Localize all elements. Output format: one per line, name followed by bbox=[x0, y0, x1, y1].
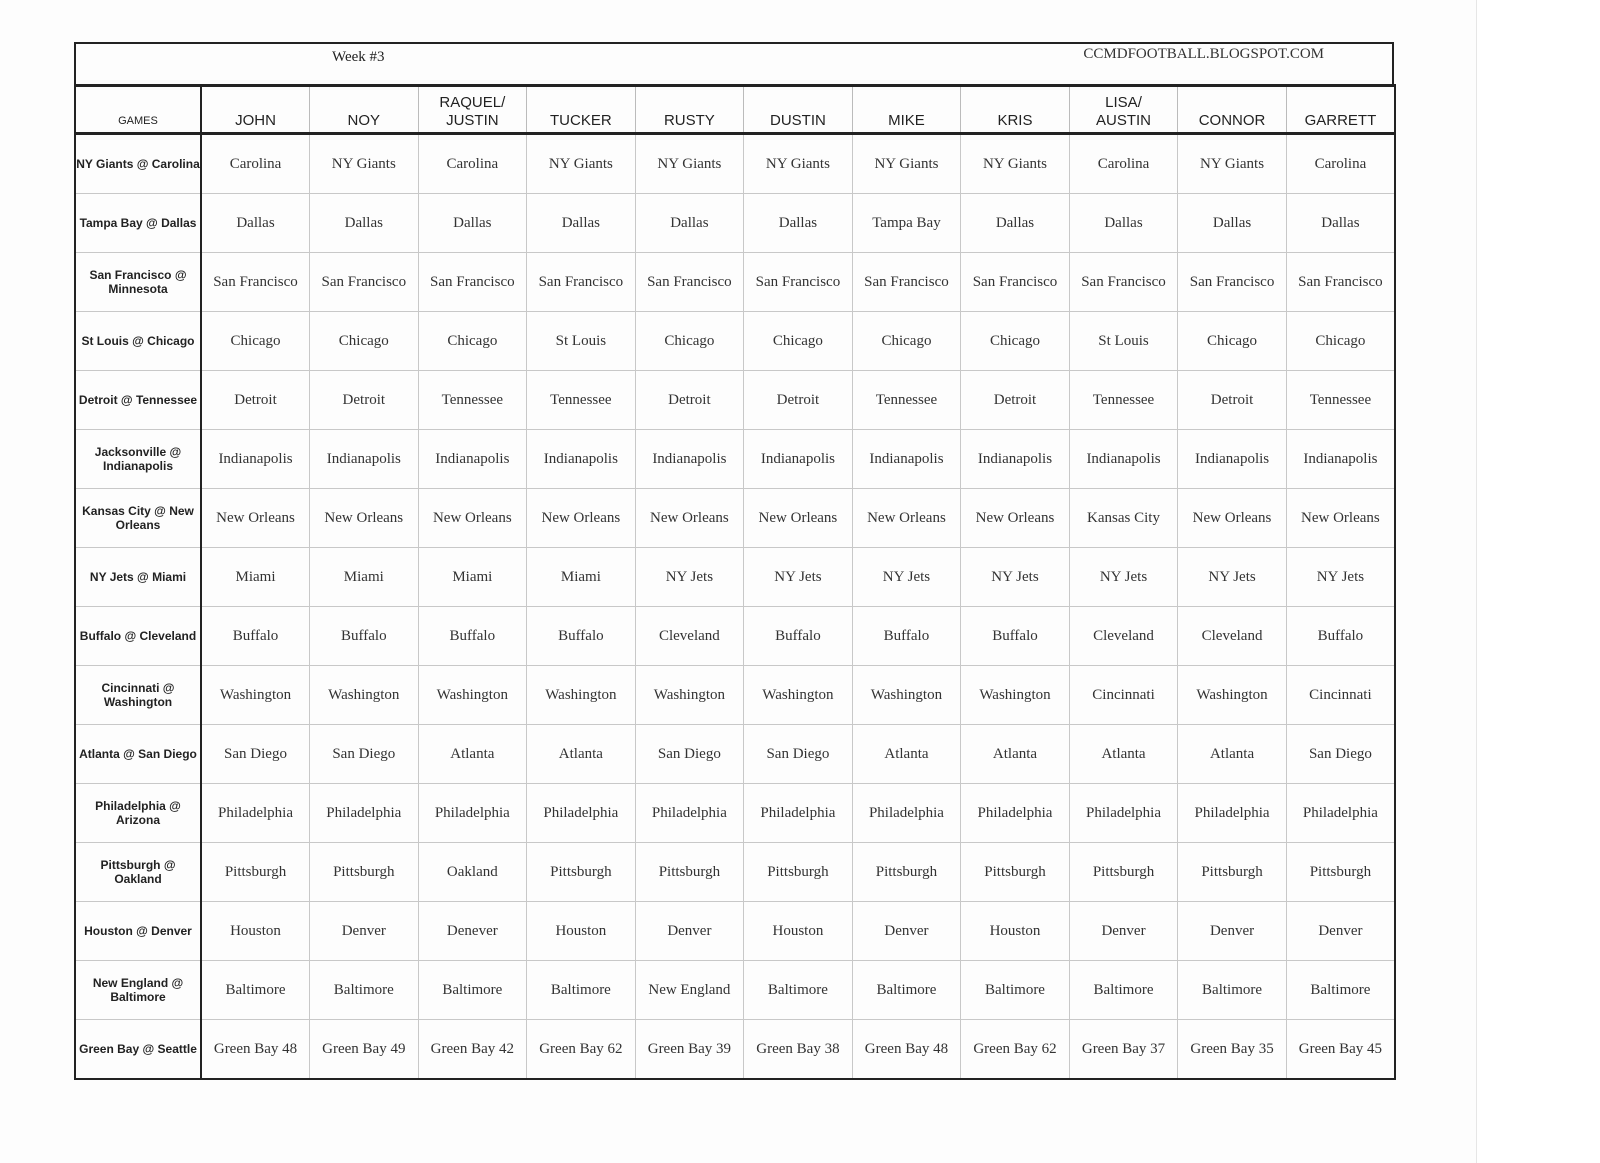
pick-cell: Philadelphia bbox=[201, 784, 310, 843]
pick-cell: Chicago bbox=[744, 312, 853, 371]
player-header: KRIS bbox=[961, 86, 1070, 134]
pick-cell: Dallas bbox=[744, 194, 853, 253]
pick-cell: Pittsburgh bbox=[201, 843, 310, 902]
pick-cell: New England bbox=[635, 961, 744, 1020]
pick-cell: Atlanta bbox=[852, 725, 961, 784]
pick-cell: Dallas bbox=[527, 194, 636, 253]
pick-cell: San Francisco bbox=[961, 253, 1070, 312]
pick-cell: Indianapolis bbox=[961, 430, 1070, 489]
pick-cell: Houston bbox=[744, 902, 853, 961]
table-row bbox=[75, 371, 1395, 430]
player-header: GARRETT bbox=[1286, 86, 1395, 134]
pick-cell: Buffalo bbox=[1286, 607, 1395, 666]
pick-cell: Denver bbox=[1178, 902, 1287, 961]
table-row bbox=[75, 666, 1395, 725]
pick-cell: NY Jets bbox=[1286, 548, 1395, 607]
pick-cell: Green Bay 35 bbox=[1178, 1020, 1287, 1080]
game-label: Green Bay @ Seattle bbox=[75, 1020, 201, 1080]
table-row bbox=[75, 607, 1395, 666]
pick-cell: Cleveland bbox=[1178, 607, 1287, 666]
pick-cell: NY Jets bbox=[744, 548, 853, 607]
table-row bbox=[75, 725, 1395, 784]
pick-cell: San Francisco bbox=[201, 253, 310, 312]
pick-cell: Cleveland bbox=[635, 607, 744, 666]
pick-cell: NY Jets bbox=[1178, 548, 1287, 607]
pick-cell: Chicago bbox=[635, 312, 744, 371]
pick-cell: New Orleans bbox=[744, 489, 853, 548]
pick-cell: Detroit bbox=[310, 371, 419, 430]
pick-cell: NY Giants bbox=[635, 134, 744, 194]
pick-cell: San Francisco bbox=[527, 253, 636, 312]
pick-cell: San Francisco bbox=[1286, 253, 1395, 312]
pick-cell: Chicago bbox=[961, 312, 1070, 371]
pick-cell: Green Bay 42 bbox=[418, 1020, 527, 1080]
pick-cell: Washington bbox=[201, 666, 310, 725]
pick-cell: Carolina bbox=[1286, 134, 1395, 194]
pick-cell: Buffalo bbox=[961, 607, 1070, 666]
pick-cell: Pittsburgh bbox=[1178, 843, 1287, 902]
pick-cell: Houston bbox=[527, 902, 636, 961]
pick-cell: Buffalo bbox=[852, 607, 961, 666]
pick-cell: New Orleans bbox=[418, 489, 527, 548]
pick-cell: Green Bay 45 bbox=[1286, 1020, 1395, 1080]
player-header: TUCKER bbox=[527, 86, 636, 134]
pick-cell: Baltimore bbox=[418, 961, 527, 1020]
player-header: LISA/ AUSTIN bbox=[1069, 86, 1178, 134]
pick-cell: San Diego bbox=[635, 725, 744, 784]
pick-cell: Tennessee bbox=[527, 371, 636, 430]
pick-cell: Denver bbox=[635, 902, 744, 961]
pick-cell: San Diego bbox=[1286, 725, 1395, 784]
player-header: NOY bbox=[310, 86, 419, 134]
game-label: Detroit @ Tennessee bbox=[75, 371, 201, 430]
player-header: RUSTY bbox=[635, 86, 744, 134]
pick-cell: San Francisco bbox=[1069, 253, 1178, 312]
pick-cell: Pittsburgh bbox=[852, 843, 961, 902]
pick-cell: Detroit bbox=[744, 371, 853, 430]
game-label: San Francisco @ Minnesota bbox=[75, 253, 201, 312]
pick-cell: Indianapolis bbox=[1178, 430, 1287, 489]
game-label: Buffalo @ Cleveland bbox=[75, 607, 201, 666]
pick-cell: Washington bbox=[310, 666, 419, 725]
game-label: Kansas City @ New Orleans bbox=[75, 489, 201, 548]
pick-cell: Tennessee bbox=[1286, 371, 1395, 430]
pick-cell: Denever bbox=[418, 902, 527, 961]
header-row bbox=[75, 86, 1395, 134]
pick-cell: NY Giants bbox=[310, 134, 419, 194]
games-header: GAMES bbox=[75, 86, 201, 134]
pick-cell: Indianapolis bbox=[852, 430, 961, 489]
pick-cell: Washington bbox=[418, 666, 527, 725]
page-edge bbox=[1476, 0, 1600, 1163]
pick-cell: New Orleans bbox=[1286, 489, 1395, 548]
pick-cell: Tennessee bbox=[418, 371, 527, 430]
pick-cell: NY Jets bbox=[1069, 548, 1178, 607]
table-row bbox=[75, 430, 1395, 489]
pick-cell: Detroit bbox=[635, 371, 744, 430]
pick-cell: Indianapolis bbox=[418, 430, 527, 489]
pick-cell: Denver bbox=[852, 902, 961, 961]
pick-cell: Dallas bbox=[310, 194, 419, 253]
table-row bbox=[75, 489, 1395, 548]
pick-cell: Atlanta bbox=[1178, 725, 1287, 784]
pick-cell: Philadelphia bbox=[310, 784, 419, 843]
pick-cell: San Diego bbox=[201, 725, 310, 784]
pick-cell: Green Bay 49 bbox=[310, 1020, 419, 1080]
pick-cell: Washington bbox=[961, 666, 1070, 725]
pick-cell: Chicago bbox=[310, 312, 419, 371]
table-row bbox=[75, 902, 1395, 961]
pick-cell: Chicago bbox=[1286, 312, 1395, 371]
pick-cell: Chicago bbox=[1178, 312, 1287, 371]
pick-cell: New Orleans bbox=[961, 489, 1070, 548]
pick-cell: Denver bbox=[310, 902, 419, 961]
pick-cell: Miami bbox=[527, 548, 636, 607]
game-label: NY Jets @ Miami bbox=[75, 548, 201, 607]
game-label: Houston @ Denver bbox=[75, 902, 201, 961]
table-row bbox=[75, 134, 1395, 194]
table-row bbox=[75, 784, 1395, 843]
pick-cell: Cincinnati bbox=[1069, 666, 1178, 725]
player-header: RAQUEL/ JUSTIN bbox=[418, 86, 527, 134]
pick-cell: Miami bbox=[418, 548, 527, 607]
pick-cell: San Francisco bbox=[744, 253, 853, 312]
pick-cell: Chicago bbox=[418, 312, 527, 371]
game-label: NY Giants @ Carolina bbox=[75, 134, 201, 194]
pick-cell: Chicago bbox=[852, 312, 961, 371]
pick-cell: Carolina bbox=[418, 134, 527, 194]
pick-cell: Philadelphia bbox=[1178, 784, 1287, 843]
pick-cell: Green Bay 48 bbox=[201, 1020, 310, 1080]
pick-cell: Pittsburgh bbox=[1069, 843, 1178, 902]
pick-cell: Carolina bbox=[201, 134, 310, 194]
pick-cell: San Francisco bbox=[852, 253, 961, 312]
pick-cell: Baltimore bbox=[1069, 961, 1178, 1020]
player-header: MIKE bbox=[852, 86, 961, 134]
pick-cell: Philadelphia bbox=[744, 784, 853, 843]
pick-cell: Tampa Bay bbox=[852, 194, 961, 253]
pick-cell: Indianapolis bbox=[635, 430, 744, 489]
pick-cell: New Orleans bbox=[852, 489, 961, 548]
table-row bbox=[75, 194, 1395, 253]
pick-cell: NY Giants bbox=[961, 134, 1070, 194]
pick-cell: Philadelphia bbox=[418, 784, 527, 843]
pick-cell: Carolina bbox=[1069, 134, 1178, 194]
pick-cell: Pittsburgh bbox=[310, 843, 419, 902]
pick-cell: Green Bay 48 bbox=[852, 1020, 961, 1080]
pick-cell: Cincinnati bbox=[1286, 666, 1395, 725]
pick-cell: Philadelphia bbox=[852, 784, 961, 843]
pick-cell: NY Giants bbox=[1178, 134, 1287, 194]
game-label: Pittsburgh @ Oakland bbox=[75, 843, 201, 902]
pick-cell: New Orleans bbox=[635, 489, 744, 548]
pick-cell: Atlanta bbox=[527, 725, 636, 784]
pick-cell: Buffalo bbox=[418, 607, 527, 666]
pick-cell: Denver bbox=[1069, 902, 1178, 961]
pick-cell: Indianapolis bbox=[1286, 430, 1395, 489]
pick-cell: Dallas bbox=[961, 194, 1070, 253]
pick-cell: Atlanta bbox=[1069, 725, 1178, 784]
pick-cell: Denver bbox=[1286, 902, 1395, 961]
pick-cell: Green Bay 62 bbox=[961, 1020, 1070, 1080]
pick-cell: Buffalo bbox=[201, 607, 310, 666]
pick-cell: Atlanta bbox=[961, 725, 1070, 784]
pick-cell: Philadelphia bbox=[961, 784, 1070, 843]
pick-cell: Philadelphia bbox=[1069, 784, 1178, 843]
pick-cell: Pittsburgh bbox=[635, 843, 744, 902]
pick-cell: San Francisco bbox=[310, 253, 419, 312]
pick-cell: NY Giants bbox=[744, 134, 853, 194]
pick-cell: Dallas bbox=[201, 194, 310, 253]
picks-sheet bbox=[74, 42, 1394, 1080]
pick-cell: Dallas bbox=[1069, 194, 1178, 253]
pick-cell: Indianapolis bbox=[201, 430, 310, 489]
pick-cell: Pittsburgh bbox=[527, 843, 636, 902]
table-row bbox=[75, 961, 1395, 1020]
pick-cell: New Orleans bbox=[527, 489, 636, 548]
pick-cell: Tennessee bbox=[1069, 371, 1178, 430]
pick-cell: Dallas bbox=[1286, 194, 1395, 253]
pick-cell: Oakland bbox=[418, 843, 527, 902]
game-label: St Louis @ Chicago bbox=[75, 312, 201, 371]
pick-cell: Philadelphia bbox=[527, 784, 636, 843]
pick-cell: Pittsburgh bbox=[961, 843, 1070, 902]
table-row bbox=[75, 548, 1395, 607]
week-label: Week #3 bbox=[332, 49, 385, 65]
pick-cell: San Francisco bbox=[1178, 253, 1287, 312]
pick-cell: New Orleans bbox=[1178, 489, 1287, 548]
title-bar bbox=[74, 42, 1394, 84]
pick-cell: Washington bbox=[635, 666, 744, 725]
site-label: CCMDFOOTBALL.BLOGSPOT.COM bbox=[1083, 46, 1324, 62]
pick-cell: Miami bbox=[310, 548, 419, 607]
game-label: Atlanta @ San Diego bbox=[75, 725, 201, 784]
pick-cell: Houston bbox=[961, 902, 1070, 961]
game-label: Tampa Bay @ Dallas bbox=[75, 194, 201, 253]
pick-cell: Baltimore bbox=[527, 961, 636, 1020]
pick-cell: Green Bay 38 bbox=[744, 1020, 853, 1080]
pick-cell: Houston bbox=[201, 902, 310, 961]
pick-cell: NY Giants bbox=[852, 134, 961, 194]
pick-cell: Baltimore bbox=[1178, 961, 1287, 1020]
table-row bbox=[75, 312, 1395, 371]
pick-cell: San Diego bbox=[310, 725, 419, 784]
pick-cell: Baltimore bbox=[1286, 961, 1395, 1020]
pick-cell: San Diego bbox=[744, 725, 853, 784]
pick-cell: Washington bbox=[1178, 666, 1287, 725]
pick-cell: Kansas City bbox=[1069, 489, 1178, 548]
table-row bbox=[75, 253, 1395, 312]
player-header: JOHN bbox=[201, 86, 310, 134]
pick-cell: Philadelphia bbox=[635, 784, 744, 843]
pick-cell: NY Jets bbox=[961, 548, 1070, 607]
pick-cell: Buffalo bbox=[527, 607, 636, 666]
pick-cell: Atlanta bbox=[418, 725, 527, 784]
pick-cell: Buffalo bbox=[310, 607, 419, 666]
pick-cell: San Francisco bbox=[635, 253, 744, 312]
pick-cell: Dallas bbox=[418, 194, 527, 253]
pick-cell: Tennessee bbox=[852, 371, 961, 430]
pick-cell: New Orleans bbox=[310, 489, 419, 548]
pick-cell: Baltimore bbox=[961, 961, 1070, 1020]
pick-cell: Detroit bbox=[1178, 371, 1287, 430]
pick-cell: Pittsburgh bbox=[1286, 843, 1395, 902]
pick-cell: Philadelphia bbox=[1286, 784, 1395, 843]
pick-cell: NY Jets bbox=[635, 548, 744, 607]
pick-cell: Washington bbox=[527, 666, 636, 725]
pick-cell: Green Bay 62 bbox=[527, 1020, 636, 1080]
pick-cell: San Francisco bbox=[418, 253, 527, 312]
pick-cell: Dallas bbox=[635, 194, 744, 253]
player-header: DUSTIN bbox=[744, 86, 853, 134]
pick-cell: Buffalo bbox=[744, 607, 853, 666]
pick-cell: Dallas bbox=[1178, 194, 1287, 253]
pick-cell: Indianapolis bbox=[310, 430, 419, 489]
pick-cell: Washington bbox=[852, 666, 961, 725]
picks-table bbox=[74, 84, 1396, 1080]
pick-cell: NY Jets bbox=[852, 548, 961, 607]
game-label: Cincinnati @ Washington bbox=[75, 666, 201, 725]
game-label: New England @ Baltimore bbox=[75, 961, 201, 1020]
game-label: Philadelphia @ Arizona bbox=[75, 784, 201, 843]
pick-cell: Detroit bbox=[961, 371, 1070, 430]
pick-cell: Green Bay 39 bbox=[635, 1020, 744, 1080]
pick-cell: Baltimore bbox=[201, 961, 310, 1020]
pick-cell: Baltimore bbox=[852, 961, 961, 1020]
pick-cell: Washington bbox=[744, 666, 853, 725]
pick-cell: St Louis bbox=[1069, 312, 1178, 371]
pick-cell: Baltimore bbox=[744, 961, 853, 1020]
game-label: Jacksonville @ Indianapolis bbox=[75, 430, 201, 489]
pick-cell: Chicago bbox=[201, 312, 310, 371]
pick-cell: St Louis bbox=[527, 312, 636, 371]
pick-cell: Indianapolis bbox=[1069, 430, 1178, 489]
table-row bbox=[75, 843, 1395, 902]
pick-cell: Miami bbox=[201, 548, 310, 607]
pick-cell: NY Giants bbox=[527, 134, 636, 194]
pick-cell: Detroit bbox=[201, 371, 310, 430]
pick-cell: Green Bay 37 bbox=[1069, 1020, 1178, 1080]
pick-cell: Baltimore bbox=[310, 961, 419, 1020]
table-row bbox=[75, 1020, 1395, 1080]
pick-cell: New Orleans bbox=[201, 489, 310, 548]
pick-cell: Cleveland bbox=[1069, 607, 1178, 666]
pick-cell: Indianapolis bbox=[527, 430, 636, 489]
player-header: CONNOR bbox=[1178, 86, 1287, 134]
pick-cell: Indianapolis bbox=[744, 430, 853, 489]
pick-cell: Pittsburgh bbox=[744, 843, 853, 902]
